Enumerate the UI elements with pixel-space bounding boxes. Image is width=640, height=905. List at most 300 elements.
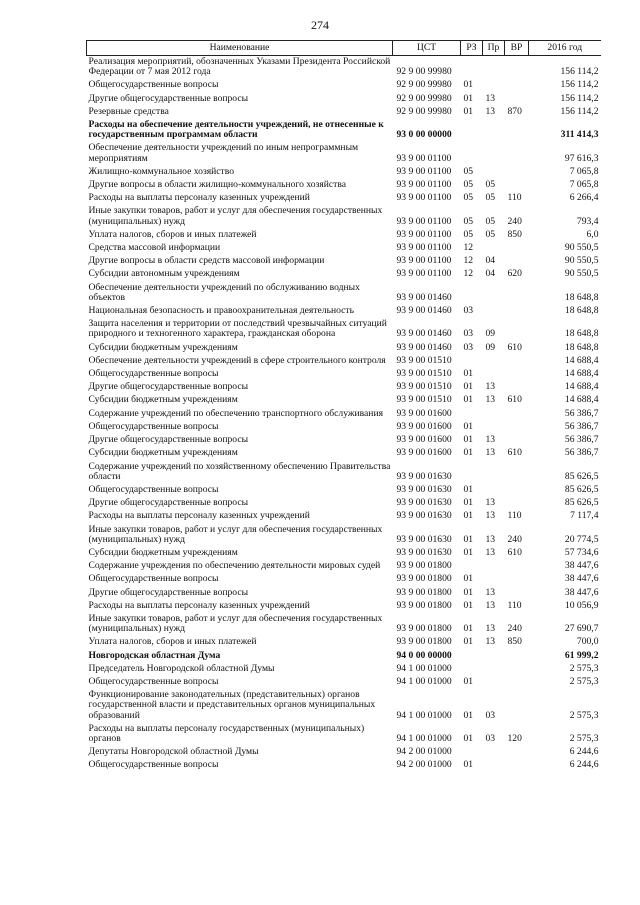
cell-name: Реализация мероприятий, обозначенных Указами Президента Российской Федерации от 7 мая 2012 года	[88, 56, 391, 78]
cell-name: Другие общегосударственные вопросы	[88, 381, 249, 393]
cell-vr	[505, 93, 529, 106]
cell-vr: 240	[507, 623, 522, 635]
cell-rz: 01	[463, 105, 474, 117]
cell-vr	[505, 689, 529, 723]
cell-rz: 05	[463, 165, 474, 177]
cell-name: Другие общегосударственные вопросы	[88, 92, 249, 104]
cell-sum: 90 550,5	[564, 255, 599, 267]
cell-pr: 13	[485, 636, 496, 648]
cell-name: Субсидии бюджетным учреждениям	[88, 447, 238, 459]
cell-rz: 03	[463, 305, 474, 317]
cell-rz: 01	[463, 623, 474, 635]
cell-sum: 56 386,7	[564, 420, 599, 432]
cell-name: Расходы на выплаты персоналу государственных (муниципальных) органов	[88, 722, 365, 744]
cell-sum: 85 626,5	[564, 483, 599, 495]
cell-sum: 156 114,2	[560, 79, 599, 91]
cell-rz: 01	[463, 732, 474, 744]
table-row	[87, 166, 601, 179]
cell-name: Расходы на выплаты персоналу казенных учреждений	[88, 599, 310, 611]
cell-sum: 2 575,3	[569, 709, 599, 721]
cell-sum: 14 688,4	[564, 354, 599, 366]
cell-cst: 93 9 00 01600	[396, 407, 452, 419]
cell-vr: 110	[507, 599, 522, 611]
table-row	[87, 255, 601, 268]
cell-name: Общегосударственные вопросы	[88, 675, 219, 687]
cell-cst: 93 9 00 01800	[396, 599, 452, 611]
cell-rz	[461, 142, 483, 165]
cell-rz: 01	[463, 92, 474, 104]
cell-sum: 18 648,8	[564, 328, 599, 340]
cell-name: Содержание учреждения по обеспечению деятельности мировых судей	[88, 560, 381, 572]
cell-rz: 01	[463, 546, 474, 558]
table-row	[87, 723, 601, 746]
cell-pr: 05	[485, 215, 496, 227]
cell-cst: 93 9 00 01800	[396, 636, 452, 648]
cell-cst: 93 9 00 01100	[396, 268, 452, 280]
table-row	[87, 613, 601, 636]
cell-sum: 793,4	[576, 215, 599, 227]
cell-pr	[483, 355, 505, 368]
table-row	[87, 229, 601, 242]
cell-rz	[461, 56, 483, 80]
cell-pr: 13	[485, 497, 496, 509]
cell-vr	[505, 79, 529, 92]
cell-sum: 18 648,8	[564, 341, 599, 353]
table-row	[87, 600, 601, 613]
cell-cst: 93 9 00 01460	[396, 341, 452, 353]
cell-rz: 01	[463, 510, 474, 522]
cell-pr	[483, 282, 505, 305]
cell-cst: 94 1 00 01000	[396, 709, 452, 721]
table-row	[87, 447, 601, 460]
table-row	[87, 142, 601, 165]
cell-rz: 05	[463, 179, 474, 191]
cell-cst: 93 9 00 01630	[396, 470, 452, 482]
cell-cst: 93 9 00 01100	[396, 228, 452, 240]
cell-name: Общегосударственные вопросы	[88, 759, 219, 771]
cell-rz	[461, 461, 483, 484]
cell-cst: 94 1 00 01000	[396, 675, 452, 687]
cell-pr: 04	[485, 268, 496, 280]
cell-name: Уплата налогов, сборов и иных платежей	[88, 636, 257, 648]
budget-table	[86, 40, 601, 773]
cell-pr	[483, 421, 505, 434]
cell-rz: 01	[463, 447, 474, 459]
cell-sum: 6 244,6	[569, 746, 599, 758]
cell-pr	[483, 368, 505, 381]
cell-cst: 93 9 00 01630	[396, 483, 452, 495]
cell-rz	[461, 355, 483, 368]
cell-vr: 120	[507, 732, 522, 744]
cell-pr	[483, 663, 505, 676]
cell-vr	[505, 434, 529, 447]
cell-sum: 20 774,5	[564, 533, 599, 545]
cell-pr: 13	[485, 599, 496, 611]
cell-pr: 05	[485, 192, 496, 204]
header-cst: ЦСТ	[393, 41, 461, 56]
table-row	[87, 318, 601, 341]
cell-vr: 110	[507, 510, 522, 522]
cell-cst: 94 1 00 01000	[396, 732, 452, 744]
cell-rz: 01	[463, 381, 474, 393]
table-row	[87, 268, 601, 281]
cell-cst: 92 9 00 99980	[396, 66, 452, 78]
cell-rz: 12	[463, 242, 474, 254]
cell-vr	[505, 282, 529, 305]
table-row	[87, 205, 601, 228]
cell-sum: 311 414,3	[560, 129, 599, 141]
cell-pr	[483, 560, 505, 573]
cell-name: Другие общегосударственные вопросы	[88, 586, 249, 598]
cell-cst: 93 9 00 01800	[396, 586, 452, 598]
cell-vr	[505, 497, 529, 510]
cell-vr: 610	[507, 447, 522, 459]
cell-rz: 12	[463, 268, 474, 280]
cell-name: Средства массовой информации	[88, 242, 221, 254]
cell-rz: 05	[463, 215, 474, 227]
cell-rz: 01	[463, 636, 474, 648]
cell-cst: 93 9 00 01460	[396, 305, 452, 317]
cell-rz	[461, 560, 483, 573]
header-vr: ВР	[505, 41, 529, 56]
table-row	[87, 119, 601, 142]
cell-pr	[483, 573, 505, 586]
cell-name: Защита населения и территории от последствий чрезвычайных ситуаций природного и техногенного характера, гражданская оборона	[88, 318, 387, 340]
cell-sum: 7 065,8	[569, 179, 599, 191]
cell-vr	[505, 676, 529, 689]
table-row	[87, 524, 601, 547]
cell-pr	[483, 142, 505, 165]
cell-sum: 90 550,5	[564, 268, 599, 280]
cell-rz	[461, 282, 483, 305]
cell-name: Иные закупки товаров, работ и услуг для обеспечения государственных (муниципальных) нужд	[88, 205, 383, 227]
cell-vr	[505, 56, 529, 80]
cell-name: Содержание учреждений по хозяйственному обеспечению Правительства области	[88, 460, 391, 482]
cell-name: Общегосударственные вопросы	[88, 483, 219, 495]
cell-cst: 93 9 00 01510	[396, 394, 452, 406]
cell-pr: 13	[485, 92, 496, 104]
cell-name: Другие общегосударственные вопросы	[88, 497, 249, 509]
cell-name: Другие вопросы в области средств массовой информации	[88, 255, 325, 267]
cell-sum: 156 114,2	[560, 92, 599, 104]
cell-vr	[505, 759, 529, 772]
cell-pr: 13	[485, 546, 496, 558]
cell-vr	[505, 408, 529, 421]
cell-cst: 92 9 00 99980	[396, 105, 452, 117]
cell-name: Общегосударственные вопросы	[88, 420, 219, 432]
table-row	[87, 355, 601, 368]
table-row	[87, 560, 601, 573]
cell-sum: 14 688,4	[564, 368, 599, 380]
cell-vr: 620	[507, 268, 522, 280]
cell-vr	[505, 461, 529, 484]
cell-cst: 93 9 00 01630	[396, 497, 452, 509]
cell-cst: 93 9 00 01100	[396, 242, 452, 254]
cell-pr	[483, 676, 505, 689]
table-body	[87, 56, 601, 773]
cell-sum: 18 648,8	[564, 291, 599, 303]
cell-pr: 13	[485, 381, 496, 393]
table-row	[87, 305, 601, 318]
cell-cst: 93 9 00 01600	[396, 447, 452, 459]
cell-cst: 94 1 00 01000	[396, 662, 452, 674]
cell-cst: 93 9 00 01100	[396, 152, 452, 164]
cell-sum: 56 386,7	[564, 407, 599, 419]
table-row	[87, 663, 601, 676]
cell-pr: 13	[485, 533, 496, 545]
cell-pr: 03	[485, 709, 496, 721]
cell-pr	[483, 119, 505, 142]
table-row	[87, 408, 601, 421]
cell-sum: 2 575,3	[569, 675, 599, 687]
table-header	[87, 41, 601, 56]
cell-pr: 13	[485, 105, 496, 117]
cell-pr	[483, 305, 505, 318]
cell-rz: 01	[463, 533, 474, 545]
cell-name: Субсидии автономным учреждениям	[88, 268, 240, 280]
cell-name: Субсидии бюджетным учреждениям	[88, 394, 238, 406]
cell-pr: 13	[485, 434, 496, 446]
cell-rz: 12	[463, 255, 474, 267]
cell-pr: 13	[485, 510, 496, 522]
cell-vr	[505, 663, 529, 676]
cell-cst: 93 9 00 01800	[396, 573, 452, 585]
cell-name: Общегосударственные вопросы	[88, 79, 219, 91]
header-sum: 2016 год	[529, 41, 601, 56]
cell-pr	[483, 79, 505, 92]
cell-sum: 56 386,7	[564, 434, 599, 446]
table-row	[87, 421, 601, 434]
cell-sum: 2 575,3	[569, 662, 599, 674]
cell-rz	[461, 650, 483, 663]
cell-vr	[505, 650, 529, 663]
cell-sum: 156 114,2	[560, 66, 599, 78]
cell-sum: 85 626,5	[564, 497, 599, 509]
cell-vr	[505, 305, 529, 318]
cell-pr	[483, 242, 505, 255]
cell-rz: 01	[463, 368, 474, 380]
cell-vr	[505, 179, 529, 192]
table-row	[87, 93, 601, 106]
cell-name: Жилищно-коммунальное хозяйство	[88, 165, 235, 177]
cell-name: Иные закупки товаров, работ и услуг для обеспечения государственных (муниципальных) нужд	[88, 612, 383, 635]
cell-vr	[505, 587, 529, 600]
table-row	[87, 192, 601, 205]
cell-cst: 93 0 00 00000	[396, 129, 452, 141]
table-row	[87, 461, 601, 484]
table-row	[87, 689, 601, 723]
cell-sum: 7 065,8	[569, 165, 599, 177]
cell-vr: 850	[507, 228, 522, 240]
cell-vr	[505, 368, 529, 381]
cell-name: Общегосударственные вопросы	[88, 368, 219, 380]
cell-vr: 610	[507, 341, 522, 353]
table-row	[87, 650, 601, 663]
cell-vr	[505, 421, 529, 434]
cell-rz: 05	[463, 228, 474, 240]
cell-name: Другие вопросы в области жилищно-коммунального хозяйства	[88, 179, 347, 191]
cell-rz: 01	[463, 497, 474, 509]
cell-pr: 13	[485, 447, 496, 459]
cell-name: Функционирование законодательных (представительных) органов государственной власти и представительных органов муниципальных образований	[88, 689, 376, 721]
cell-cst: 93 9 00 01100	[396, 179, 452, 191]
cell-pr: 04	[485, 255, 496, 267]
cell-sum: 6,0	[586, 228, 599, 240]
cell-pr	[483, 56, 505, 80]
table-row	[87, 587, 601, 600]
cell-name: Обеспечение деятельности учреждений по обслуживанию водных объектов	[88, 281, 360, 303]
table-row	[87, 179, 601, 192]
cell-cst: 94 2 00 01000	[396, 746, 452, 758]
cell-rz: 01	[463, 759, 474, 771]
cell-name: Содержание учреждений по обеспечению транспортного обслуживания	[88, 407, 383, 419]
cell-pr	[483, 650, 505, 663]
cell-cst: 93 9 00 01630	[396, 510, 452, 522]
table-row	[87, 636, 601, 649]
cell-rz: 01	[463, 434, 474, 446]
cell-cst: 93 9 00 01100	[396, 192, 452, 204]
cell-sum: 6 266,4	[569, 192, 599, 204]
cell-vr	[505, 119, 529, 142]
cell-sum: 57 734,6	[564, 546, 599, 558]
cell-rz	[461, 746, 483, 759]
cell-rz: 01	[463, 709, 474, 721]
cell-vr: 110	[507, 192, 522, 204]
table-row	[87, 56, 601, 80]
cell-rz	[461, 408, 483, 421]
cell-pr	[483, 166, 505, 179]
cell-rz: 01	[463, 586, 474, 598]
cell-cst: 93 9 00 01630	[396, 533, 452, 545]
cell-rz: 01	[463, 79, 474, 91]
cell-pr: 09	[485, 341, 496, 353]
cell-cst: 93 9 00 01600	[396, 434, 452, 446]
cell-cst: 93 9 00 01630	[396, 546, 452, 558]
cell-sum: 90 550,5	[564, 242, 599, 254]
header-rz: РЗ	[461, 41, 483, 56]
cell-vr	[505, 142, 529, 165]
cell-vr: 240	[507, 533, 522, 545]
cell-sum: 156 114,2	[560, 105, 599, 117]
table-row	[87, 394, 601, 407]
cell-name: Расходы на выплаты персоналу казенных учреждений	[88, 192, 310, 204]
table-row	[87, 106, 601, 119]
cell-cst: 93 9 00 01800	[396, 623, 452, 635]
cell-rz: 01	[463, 394, 474, 406]
cell-pr: 03	[485, 732, 496, 744]
cell-cst: 93 9 00 01510	[396, 381, 452, 393]
cell-rz: 03	[463, 341, 474, 353]
cell-name: Субсидии бюджетным учреждениям	[88, 341, 238, 353]
table-row	[87, 510, 601, 523]
cell-vr	[505, 255, 529, 268]
cell-pr: 13	[485, 394, 496, 406]
page-number: 274	[311, 18, 329, 32]
cell-cst: 93 9 00 01100	[396, 165, 452, 177]
table-row	[87, 434, 601, 447]
cell-vr	[505, 746, 529, 759]
cell-sum: 38 447,6	[564, 573, 599, 585]
table-row	[87, 573, 601, 586]
cell-rz: 01	[463, 675, 474, 687]
cell-pr	[483, 746, 505, 759]
cell-cst: 93 9 00 01600	[396, 420, 452, 432]
cell-vr: 240	[507, 215, 522, 227]
cell-cst: 93 9 00 01460	[396, 291, 452, 303]
cell-cst: 94 0 00 00000	[396, 649, 452, 661]
cell-vr: 610	[507, 546, 522, 558]
cell-sum: 6 244,6	[569, 759, 599, 771]
cell-name: Обеспечение деятельности учреждений по иным непрограммным мероприятиям	[88, 142, 359, 164]
cell-cst: 94 2 00 01000	[396, 759, 452, 771]
cell-sum: 10 056,9	[564, 599, 599, 611]
cell-sum: 61 999,2	[564, 649, 599, 661]
table-row	[87, 547, 601, 560]
cell-sum: 14 688,4	[564, 381, 599, 393]
cell-cst: 92 9 00 99980	[396, 92, 452, 104]
cell-pr: 13	[485, 586, 496, 598]
cell-sum: 38 447,6	[564, 586, 599, 598]
cell-cst: 93 9 00 01100	[396, 215, 452, 227]
cell-pr	[483, 759, 505, 772]
cell-pr	[483, 461, 505, 484]
cell-rz: 01	[463, 599, 474, 611]
cell-rz	[461, 663, 483, 676]
cell-vr	[505, 560, 529, 573]
cell-pr: 05	[485, 179, 496, 191]
cell-vr: 610	[507, 394, 522, 406]
cell-sum: 56 386,7	[564, 447, 599, 459]
cell-name: Депутаты Новгородской областной Думы	[88, 746, 259, 758]
cell-vr	[505, 573, 529, 586]
cell-rz: 01	[463, 483, 474, 495]
table-row	[87, 381, 601, 394]
cell-pr: 05	[485, 228, 496, 240]
table-row	[87, 342, 601, 355]
cell-vr	[505, 484, 529, 497]
cell-rz: 03	[463, 328, 474, 340]
cell-vr	[505, 381, 529, 394]
cell-name: Субсидии бюджетным учреждениям	[88, 546, 238, 558]
table-row	[87, 79, 601, 92]
cell-cst: 93 9 00 01510	[396, 368, 452, 380]
cell-rz: 01	[463, 573, 474, 585]
table-row	[87, 242, 601, 255]
cell-sum: 85 626,5	[564, 470, 599, 482]
table-row	[87, 484, 601, 497]
cell-pr: 13	[485, 623, 496, 635]
cell-cst: 93 9 00 01510	[396, 354, 452, 366]
cell-name: Расходы на выплаты персоналу казенных учреждений	[88, 510, 310, 522]
cell-name: Председатель Новгородской областной Думы	[88, 662, 275, 674]
cell-vr: 850	[507, 636, 522, 648]
table-row	[87, 676, 601, 689]
cell-name: Новгородская областная Дума	[88, 649, 221, 661]
cell-vr	[505, 242, 529, 255]
cell-vr	[505, 166, 529, 179]
cell-cst: 93 9 00 01100	[396, 255, 452, 267]
table-row	[87, 497, 601, 510]
cell-name: Национальная безопасность и правоохранительная деятельность	[88, 305, 354, 317]
cell-name: Резервные средства	[88, 105, 169, 117]
cell-rz: 01	[463, 420, 474, 432]
cell-sum: 97 616,3	[564, 152, 599, 164]
cell-name: Обеспечение деятельности учреждений в сфере строительного контроля	[88, 354, 386, 366]
cell-sum: 14 688,4	[564, 394, 599, 406]
cell-pr	[483, 484, 505, 497]
cell-pr	[483, 408, 505, 421]
cell-vr: 870	[507, 105, 522, 117]
